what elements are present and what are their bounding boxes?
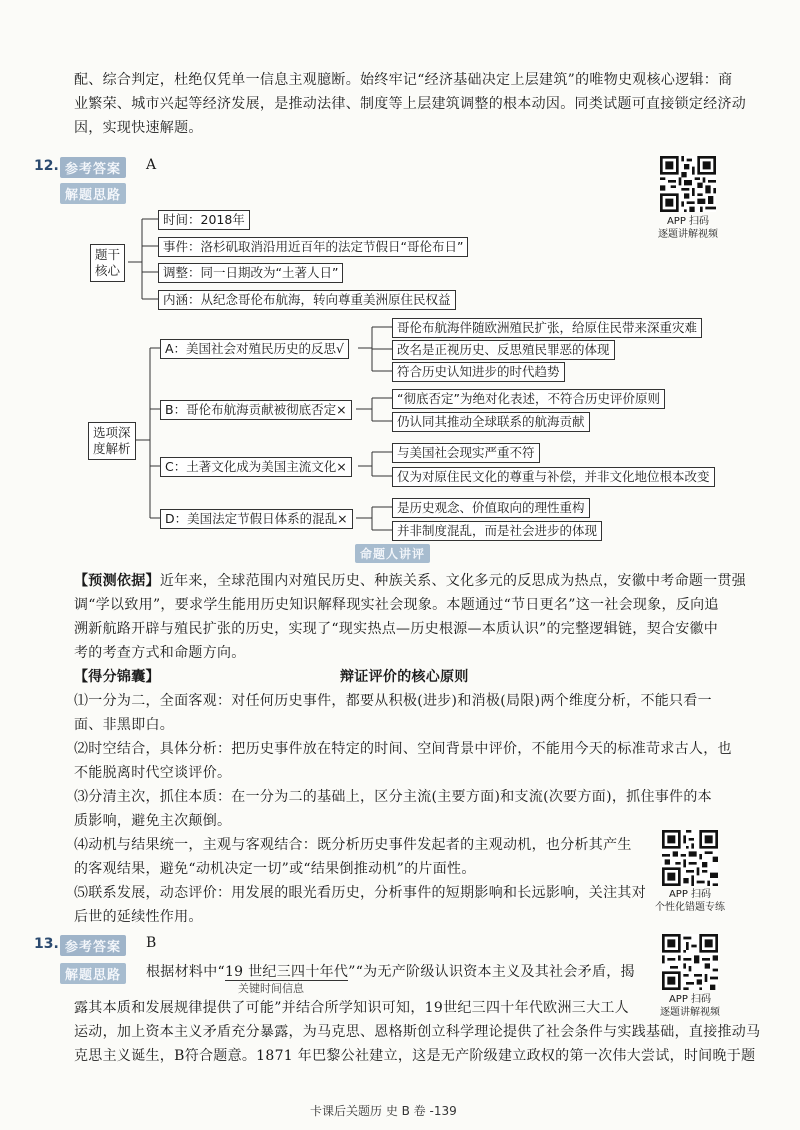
basis-title: 【预测依据】 [74, 573, 160, 589]
option-d-note: 并非制度混乱，而是社会进步的体现 [392, 521, 602, 541]
answer-value: B [146, 935, 157, 951]
option-a-note: 符合历史认知进步的时代趋势 [392, 362, 565, 382]
text-line: ⑴一分为二，全面客观：对任何历史事件，都要从积极(进步)和消极(局限)两个维度分析，不能只看一 [74, 693, 712, 709]
analysis-badge: 解题思路 [60, 183, 126, 204]
option-a: A：美国社会对殖民历史的反思√ [160, 339, 349, 359]
qr-label: APP 扫码 逐题讲解视频 [658, 216, 718, 240]
question-number: 13. [34, 936, 59, 952]
stem-item: 内涵：从纪念哥伦布航海，转向尊重美洲原住民权益 [158, 290, 456, 310]
text-line: 配、综合判定，杜绝仅凭单一信息主观臆断。始终牢记“经济基础决定上层建筑”的唯物史观核心逻辑：商 [74, 72, 733, 88]
stem-item: 时间：2018年 [158, 210, 250, 230]
option-b: B：哥伦布航海贡献被彻底否定× [160, 400, 352, 420]
question-number: 12. [34, 158, 59, 174]
text-line: ⑷动机与结果统一，主观与客观结合：既分析历史事件发起者的主观动机，也分析其产生 [74, 837, 632, 853]
option-c-note: 与美国社会现实严重不符 [392, 443, 540, 463]
text-line: 质影响，避免主次颠倒。 [74, 813, 232, 829]
text-line: ⑵时空结合，具体分析：把历史事件放在特定的时间、空间背景中评价，不能用今天的标准苛求古人，也 [74, 741, 732, 757]
text-line: 后世的延续性作用。 [74, 909, 203, 925]
qr-label: APP 扫码 逐题讲解视频 [660, 994, 720, 1018]
speaker-badge: 命题人讲评 [355, 544, 430, 563]
page-footer: 卡课后关题历 史 B 卷 -139 [310, 1104, 457, 1118]
tips-title: 【得分锦囊】 [74, 669, 160, 685]
text-line: 的客观结果，避免“动机决定一切”或“结果倒推动机”的片面性。 [74, 861, 476, 877]
option-d: D：美国法定节假日体系的混乱× [160, 509, 353, 529]
analysis-badge: 解题思路 [60, 963, 126, 984]
qr-code-icon[interactable] [662, 830, 718, 886]
text-line: 面、非黑即白。 [74, 717, 175, 733]
tips-heading: 辩证评价的核心原则 [340, 669, 469, 685]
text-line: 考的考查方式和命题方向。 [74, 645, 246, 661]
qr-code-icon[interactable] [662, 934, 718, 990]
key-time-phrase: 19 世纪三四十年代 [224, 964, 349, 980]
prediction-basis: 【预测依据】近年来，全球范围内对殖民历史、种族关系、文化多元的反思成为热点，安徽中考命题一贯强 调“学以致用”，要求学生能用历史知识解释现实社会现象。本题通过“节日更名”这一社会现象，反向追 溯新航路开辟与殖民扩张的历史，实现了“现实热点—历史根源—本质认识”的完整逻辑链，契合安徽中 考的考查方式和命题方向。 [74, 569, 764, 665]
q13-first-line: 根据材料中“19 世纪三四十年代”“为无产阶级认识资本主义及其社会矛盾，揭 [146, 964, 635, 980]
options-label: 选项深 度解析 [88, 422, 136, 460]
text-line: 露其本质和发展规律提供了可能”并结合所学知识可知，19世纪三四十年代欧洲三大工人 [74, 1000, 629, 1016]
text-line: 克思主义诞生，B符合题意。1871 年巴黎公社建立，这是无产阶级建立政权的第一次伟大尝试，时间晚于题 [74, 1048, 756, 1064]
option-b-note: “彻底否定”为绝对化表述，不符合历史评价原则 [392, 389, 665, 409]
option-b-note: 仍认同其推动全球联系的航海贡献 [392, 412, 590, 432]
answer-value: A [146, 157, 157, 173]
stem-core-label: 题干 核心 [90, 244, 125, 282]
option-c-note: 仅为对原住民文化的尊重与补偿，并非文化地位根本改变 [392, 467, 715, 487]
answer-badge: 参考答案 [60, 157, 126, 178]
text-line: ⑸联系发展，动态评价：用发展的眼光看历史，分析事件的短期影响和长远影响，关注其对 [74, 885, 646, 901]
text-line: 因，实现快速解题。 [74, 120, 203, 136]
stem-item: 调整：同一日期改为“土著人日” [158, 263, 343, 283]
option-a-note: 改名是正视历史、反思殖民罪恶的体现 [392, 340, 615, 360]
key-time-note: 关键时间信息 [238, 982, 304, 995]
answer-badge: 参考答案 [60, 935, 126, 956]
stem-item: 事件：洛杉矶取消沿用近百年的法定节假日“哥伦布日” [158, 237, 468, 257]
text-line: 溯新航路开辟与殖民扩张的历史，实现了“现实热点—历史根源—本质认识”的完整逻辑链，契合安徽中 [74, 621, 719, 637]
option-d-note: 是历史观念、价值取向的理性重构 [392, 498, 590, 518]
option-a-note: 哥伦布航海伴随欧洲殖民扩张，给原住民带来深重灾难 [392, 318, 702, 338]
text-line: ⑶分清主次，抓住本质：在一分为二的基础上，区分主流(主要方面)和支流(次要方面)，抓住事件的本 [74, 789, 712, 805]
text-line: 业繁荣、城市兴起等经济发展，是推动法律、制度等上层建筑调整的根本动因。同类试题可直接锁定经济动 [74, 96, 747, 112]
text-line: 运动，加上资本主义矛盾充分暴露，为马克思、恩格斯创立科学理论提供了社会条件与实践基础，直接推动马 [74, 1024, 761, 1040]
text-line: 调“学以致用”，要求学生能用历史知识解释现实社会现象。本题通过“节日更名”这一社会现象，反向追 [74, 597, 719, 613]
option-c: C：土著文化成为美国主流文化× [160, 457, 352, 477]
qr-label: APP 扫码 个性化错题专练 [655, 889, 725, 913]
text-line: 不能脱离时代空谈评价。 [74, 765, 232, 781]
